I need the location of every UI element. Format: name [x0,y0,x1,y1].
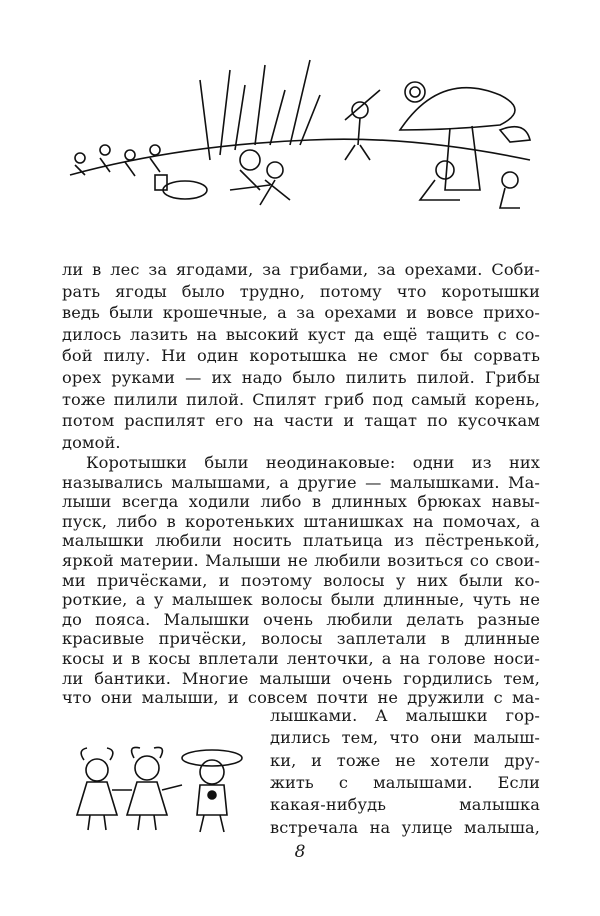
text-line: яркой материи. Малыши не любили возиться со свои- [62,551,540,570]
text-line: потом распилят его на части и тащат по кусочкам [62,411,540,431]
page-number: 8 [294,842,306,862]
text-line: лышками. А малышки гор- [270,706,540,725]
text-line: до пояса. Малышки очень любили делать разные [62,609,540,629]
text-line: пуск, либо в коротеньких штанишках на помочах, а [62,511,540,531]
text-line: ки, и тоже не хотели дру- [270,750,540,770]
text-line: дилось лазить на высокий куст да ещё тащить с со- [62,324,540,344]
text-line: роткие, а у малышек волосы были длинные, чуть не [62,590,540,610]
text-line: дились тем, что они малыш- [270,728,540,748]
text-line: Коротышки были неодинаковые: одни из них [86,453,540,472]
text-line: орех руками — их надо было пилить пилой. Грибы [62,368,540,387]
children-illustration [72,740,262,835]
text-line: рать ягоды было трудно, потому что коротышки [62,281,540,301]
text-line: встречала на улице малыша, [270,817,540,837]
forest-illustration [60,50,540,215]
text-line: какая-нибудь малышка [270,795,540,815]
text-line: что они малыши, и совсем почти не дружили с ма- [62,688,540,708]
text-line: назывались малышами, а другие — малышками. Ма- [62,472,540,492]
text-line: красивые причёски, волосы заплетали в длинные [62,629,540,649]
text-line: косы и в косы вплетали ленточки, а на голове носи- [62,649,540,668]
text-line: бой пилу. Ни один коротышка не смог бы сорвать [62,346,540,366]
text-line: малышки любили носить платьица из пёстренькой, [62,531,540,551]
text-line: ми причёсками, и поэтому волосы у них были ко- [62,570,540,590]
text-line: ли в лес за ягодами, за грибами, за орехами. Соби- [62,260,540,279]
text-line: домой. [62,432,121,452]
text-line: ли бантики. Многие малыши очень гордились тем, [62,668,540,688]
text-line: ведь были крошечные, а за орехами и вовсе прихо- [62,303,540,323]
text-line: тоже пилили пилой. Спилят гриб под самый корень, [62,389,540,409]
text-line: лыши всегда ходили либо в длинных брюках навы- [62,492,540,512]
text-line: жить с малышами. Если [270,772,540,792]
